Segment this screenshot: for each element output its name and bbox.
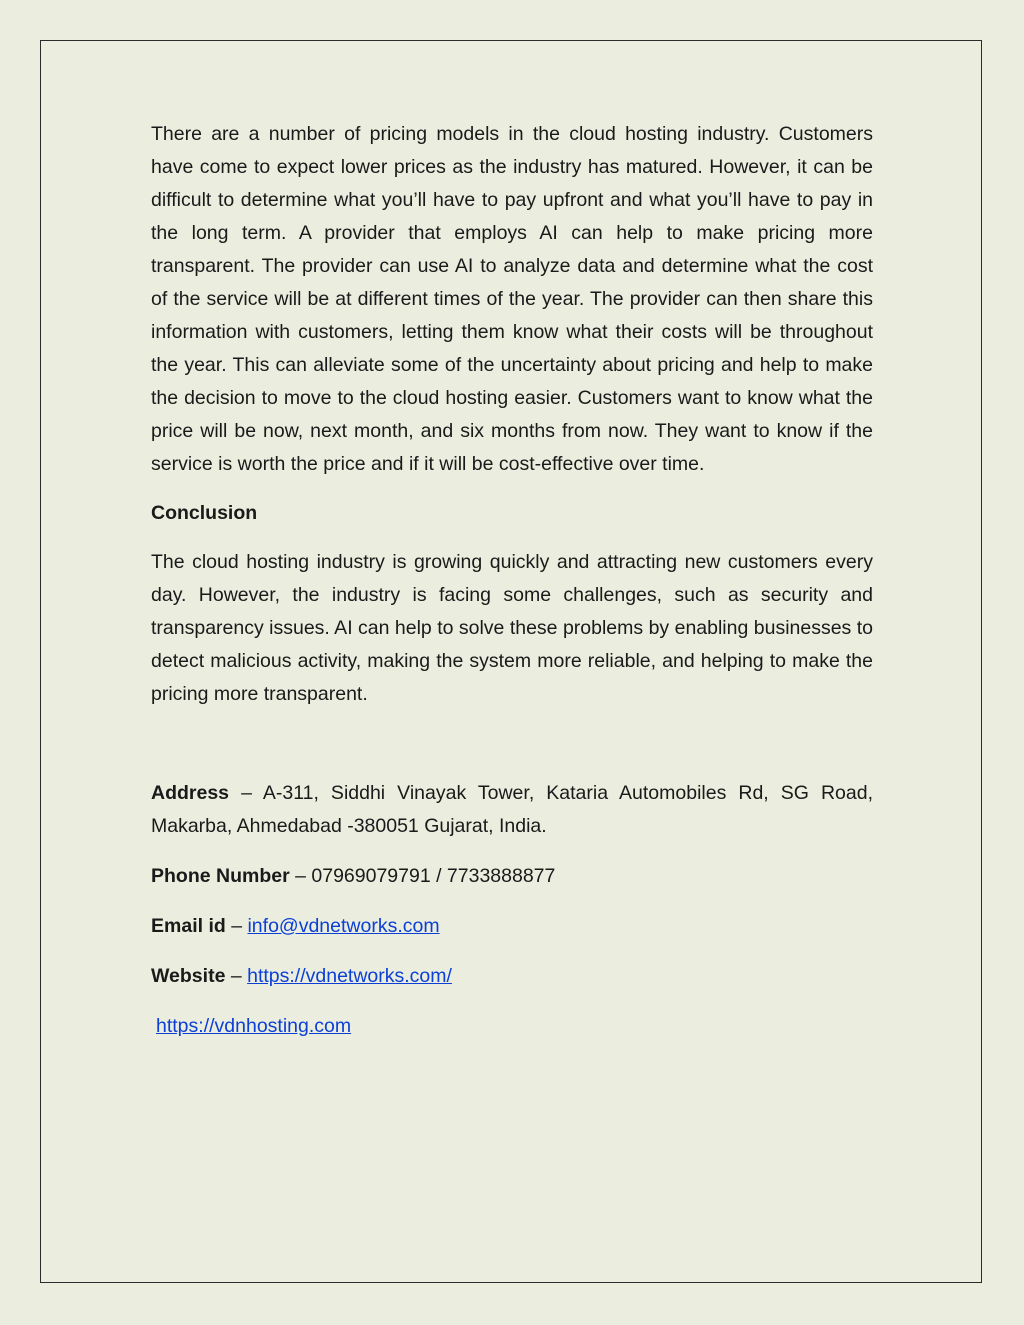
- phone-line: [151, 860, 873, 893]
- email-line: [151, 910, 873, 943]
- email-label: Email id: [151, 915, 226, 937]
- phone-value: 07969079791 / 7733888877: [311, 865, 556, 887]
- website-label: Website: [151, 965, 226, 987]
- phone-label: Phone Number: [151, 865, 290, 887]
- email-separator: –: [225, 915, 248, 937]
- hosting-link[interactable]: https://vdnhosting.com: [156, 1015, 352, 1037]
- phone-separator: –: [289, 865, 312, 887]
- address-label: Address: [151, 782, 230, 804]
- address-line: [151, 777, 873, 843]
- website-link[interactable]: https://vdnetworks.com/: [247, 965, 452, 987]
- conclusion-heading: Conclusion: [151, 502, 258, 524]
- email-link[interactable]: info@vdnetworks.com: [247, 915, 440, 937]
- address-separator: –: [229, 782, 263, 804]
- address-value: A-311, Siddhi Vinayak Tower, Kataria Automobiles Rd, SG Road, Makarba, Ahmedabad -380051 Gujarat, India.: [151, 782, 874, 837]
- website-line: [151, 960, 873, 993]
- hosting-link-line: [151, 1010, 873, 1043]
- paragraph-pricing: There are a number of pricing models in the cloud hosting industry. Customers have come to expect lower prices as the industry has matured. However, it can be difficult to determine what you’ll have to pay upfront and what you’ll have to pay in the long term. A provider that employs AI can help to make pricing more transparent. The provider can use AI to analyze data and determine what the cost of the service will be at different times of the year. The provider can then share this information with customers, letting them know what their costs will be throughout the year. This can alleviate some of the uncertainty about pricing and help to make the decision to move to the cloud hosting easier. Customers want to know what the price will be now, next month, and six months from now. They want to know if the service is worth the price and if it will be cost-effective over time.: [151, 123, 873, 475]
- document-body: [151, 118, 873, 1060]
- paragraph-conclusion: The cloud hosting industry is growing quickly and attracting new customers every day. However, the industry is facing some challenges, such as security and transparency issues. AI can help to solve these problems by enabling businesses to detect malicious activity, making the system more reliable, and helping to make the pricing more transparent.: [151, 551, 873, 705]
- website-separator: –: [225, 965, 248, 987]
